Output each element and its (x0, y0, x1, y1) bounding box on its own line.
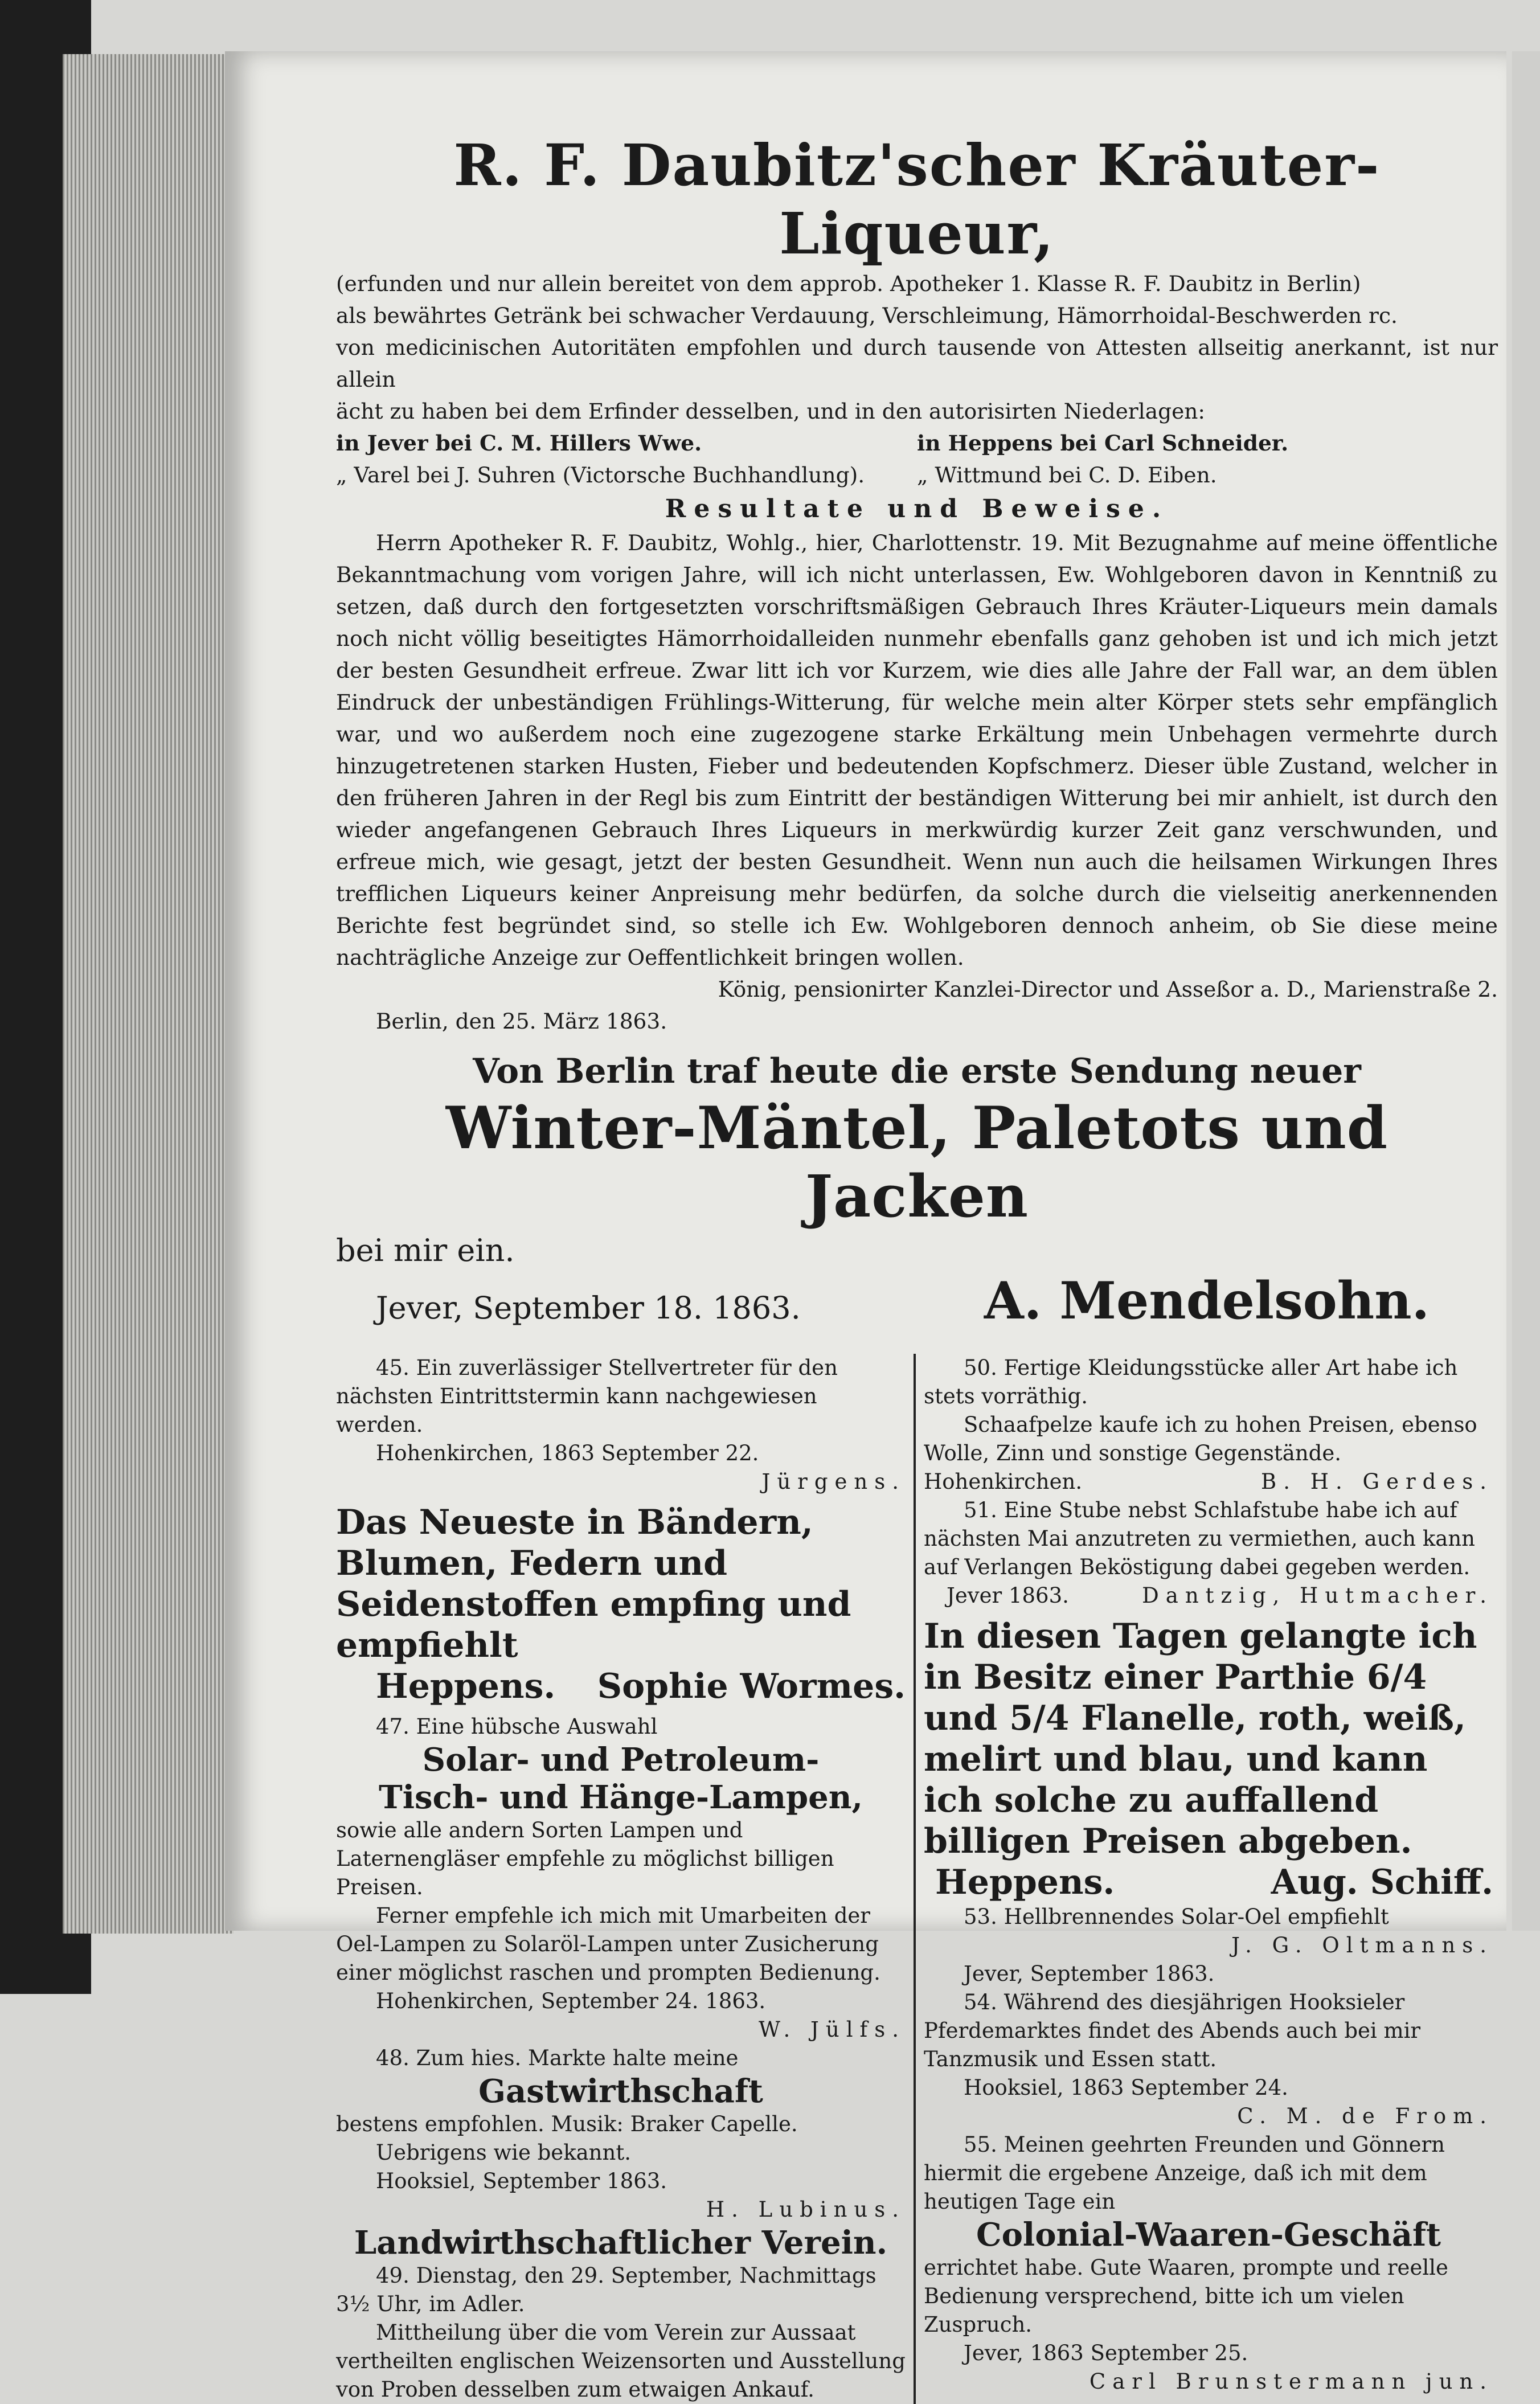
ad-49-text-2: Mittheilung über die vom Verein zur Aussaat vertheilten englischen Weizensorten und Ausstellung von Proben desselben zum etwaigen Ankauf. (336, 2320, 906, 2402)
ad-48-place: Hooksiel, September 1863. (376, 2169, 667, 2193)
ad-51-footer (924, 1582, 1493, 1610)
ad-48-text: bestens empfohlen. Musik: Braker Capelle. (336, 2112, 798, 2136)
liqueur-line-1: (erfunden und nur allein bereitet von dem approb. Apotheker 1. Klasse R. F. Daubitz in Berlin) (336, 271, 1361, 296)
column-divider (914, 1354, 916, 2404)
left-column (336, 1354, 906, 2404)
results-heading: Resultate und Beweise. (665, 494, 1169, 523)
ad-53-text: 53. Hellbrennendes Solar-Oel empfiehlt (964, 1905, 1389, 1929)
ad-47-heading-2: Tisch- und Hänge-Lampen, (379, 1779, 863, 1816)
ad-48-intro: 48. Zum hies. Markte halte meine (376, 2046, 739, 2070)
ad-55-text: 55. Meinen geehrten Freunden und Gönnern hiermit die ergebene Anzeige, daß ich mit dem heutigen Tage ein (924, 2132, 1445, 2214)
page-content (336, 131, 1498, 2404)
ads-columns (336, 1354, 1498, 2404)
depot-heppens: in Heppens bei Carl Schneider. (917, 431, 1289, 456)
ad-53-place: Jever, September 1863. (964, 1961, 1215, 1986)
ad-47-place: Hohenkirchen, September 24. 1863. (376, 1989, 766, 2013)
ad-55-text-2: errichtet habe. Gute Waaren, prompte und reelle Bedienung versprechend, bitte ich um vielen Zuspruch. (924, 2255, 1448, 2337)
right-column (924, 1354, 1493, 2404)
ad-49-text: 49. Dienstag, den 29. September, Nachmittags 3½ Uhr, im Adler. (336, 2263, 877, 2316)
coat-ad-line3: bei mir ein. (336, 1232, 515, 1268)
ad-48-text-2: Uebrigens wie bekannt. (376, 2140, 631, 2165)
depot-varel: „ Varel bei J. Suhren (Victorsche Buchhandlung). (336, 462, 865, 488)
liqueur-line-3: von medicinischen Autoritäten empfohlen und durch tausende von Attesten allseitig anerkannt, ist nur allein (336, 335, 1498, 392)
ad-51-signature: Dantzig, Hutmacher. (1142, 1583, 1493, 1608)
ad-47-text-2: Ferner empfehle ich mich mit Umarbeiten der Oel-Lampen zu Solaröl-Lampen unter Zusicherung einer möglichst raschen und prompten Bedienung. (336, 1903, 880, 1985)
ad-48-heading: Gastwirthschaft (478, 2073, 763, 2110)
ad-46-text: Das Neueste in Bändern, Blumen, Federn und Seidenstoffen empfing und empfiehlt (336, 1502, 851, 1665)
ad-51-text: 51. Eine Stube nebst Schlafstube habe ich auf nächsten Mai anzutreten zu vermiethen, auch kann auf Verlangen Beköstigung dabei gegeben werden. (924, 1498, 1476, 1579)
ad-47-text: sowie alle andern Sorten Lampen und Laternengläser empfehle zu möglichst billigen Preisen. (336, 1818, 834, 1899)
testimonial-signer: König, pensionirter Kanzlei-Director und Asseßor a. D., Marienstraße 2. (718, 977, 1498, 1002)
coat-ad-footer (336, 1271, 1498, 1331)
ad-51-place: Jever 1863. (947, 1583, 1069, 1608)
ad-46-signature: Sophie Wormes. (597, 1666, 906, 1706)
depot-jever: in Jever bei C. M. Hillers Wwe. (336, 431, 702, 456)
liqueur-line-2: als bewährtes Getränk bei schwacher Verdauung, Verschleimung, Hämorrhoidal-Beschwerden rc. (336, 303, 1398, 328)
coat-ad-intro: Von Berlin traf heute die erste Sendung neuer (473, 1051, 1361, 1091)
depot-row-1 (336, 427, 1498, 459)
ad-47-signature: W. Jülfs. (758, 2017, 906, 2042)
ad-48-signature: H. Lubinus. (706, 2197, 906, 2222)
ad-54-place: Hooksiel, 1863 September 24. (964, 2075, 1288, 2100)
ad-53-signature: J. G. Oltmanns. (1231, 1933, 1493, 1957)
depot-wittmund: „ Wittmund bei C. D. Eiben. (917, 462, 1217, 488)
liqueur-ad-title: R. F. Daubitz'scher Kräuter-Liqueur, (453, 132, 1381, 267)
ad-52-text: In diesen Tagen gelangte ich in Besitz einer Parthie 6/4 und 5/4 Flanelle, roth, weiß, melirt und blau, und kann ich solche zu auffallend billigen Preisen abgeben. (924, 1616, 1477, 1861)
coat-ad-date: Jever, September 18. 1863. (376, 1290, 801, 1326)
ad-50-signature: B. H. Gerdes. (1261, 1469, 1493, 1494)
ad-46-place: Heppens. (376, 1666, 556, 1706)
coat-ad-merchant: A. Mendelsohn. (984, 1271, 1430, 1331)
depot-row-2 (336, 459, 1498, 491)
ad-50-place: Hohenkirchen. (924, 1469, 1083, 1494)
ad-47-heading-1: Solar- und Petroleum- (422, 1741, 820, 1779)
ad-50-text: 50. Fertige Kleidungsstücke aller Art habe ich stets vorräthig. (924, 1355, 1458, 1408)
ad-50-footer (924, 1468, 1493, 1496)
page-stack-edges (63, 54, 234, 1934)
liqueur-line-4: ächt zu haben bei dem Erfinder desselben, und in den autorisirten Niederlagen: (336, 399, 1206, 424)
ad-45-signature: Jürgens. (761, 1469, 906, 1494)
ad-52-place: Heppens. (935, 1862, 1115, 1902)
coat-ad-headline: Winter-Mäntel, Paletots und Jacken (445, 1094, 1389, 1231)
ad-52-signature: Aug. Schiff. (1271, 1862, 1493, 1902)
ad-45-text: 45. Ein zuverlässiger Stellvertreter für den nächsten Eintrittstermin kann nachgewiesen werden. (336, 1355, 838, 1437)
ad-49-heading: Landwirthschaftlicher Verein. (354, 2224, 888, 2262)
ad-55-place: Jever, 1863 September 25. (964, 2341, 1248, 2365)
ad-54-text: 54. Während des diesjährigen Hooksieler Pferdemarktes findet des Abends auch bei mir Tanzmusik und Essen statt. (924, 1990, 1421, 2071)
ad-46-footer (336, 1666, 906, 1707)
ad-47-intro: 47. Eine hübsche Auswahl (376, 1714, 658, 1739)
ad-50-text-2: Schaafpelze kaufe ich zu hohen Preisen, ebenso Wolle, Zinn und sonstige Gegenstände. (924, 1412, 1477, 1465)
ad-45-place: Hohenkirchen, 1863 September 22. (376, 1441, 759, 1465)
next-page-edge (1512, 51, 1540, 1931)
testimonial-place-date: Berlin, den 25. März 1863. (376, 1009, 667, 1034)
testimonial-text: Herrn Apotheker R. F. Daubitz, Wohlg., hier, Charlottenstr. 19. Mit Bezugnahme auf meine öffentliche Bekanntmachung vom vorigen Jahre, will ich nicht unterlassen, Ew. Wohlgeboren davon in Kenntniß zu setzen, daß durch den fortgesetzten vorschriftsmäßigen Gebrauch Ihres Kräuter-Liqueurs mein damals noch nicht völlig beseitigtes Hämorrhoidalleiden nunmehr ebenfalls ganz gehoben ist und ich mich jetzt der besten Gesundheit erfreue. Zwar litt ich vor Kurzem, wie dies alle Jahre der Fall war, an dem üblen Eindruck der unbeständigen Frühlings-Witterung, für welche mein alter Körper stets sehr empfänglich war, und wo außerdem noch eine zugezogene starke Erkältung mein Unbehagen vermehrte durch hinzugetretenen starken Husten, Fieber und bedeutenden Kopfschmerz. Dieser üble Zustand, welcher in den früheren Jahren in der Regl bis zum Eintritt der beständigen Witterung bei mir anhielt, ist durch den wieder angefangenen Gebrauch Ihres Liqueurs in merkwürdig kurzer Zeit ganz verschwunden, und erfreue mich, wie gesagt, jetzt der besten Gesundheit. Wenn nun auch die heilsamen Wirkungen Ihres trefflichen Liqueurs keiner Anpreisung mehr bedürfen, da solche durch die vielseitig anerkennenden Berichte fest begründet sind, so stelle ich Ew. Wohlgeboren dennoch anheim, ob Sie diese meine nachträgliche Anzeige zur Oeffentlichkeit bringen wollen. (336, 530, 1498, 970)
ad-55-heading: Colonial-Waaren-Geschäft (976, 2216, 1441, 2254)
ad-55-signature: Carl Brunstermann jun. (1089, 2369, 1493, 2394)
ad-52-footer (924, 1862, 1493, 1903)
ad-54-signature: C. M. de From. (1237, 2104, 1493, 2128)
